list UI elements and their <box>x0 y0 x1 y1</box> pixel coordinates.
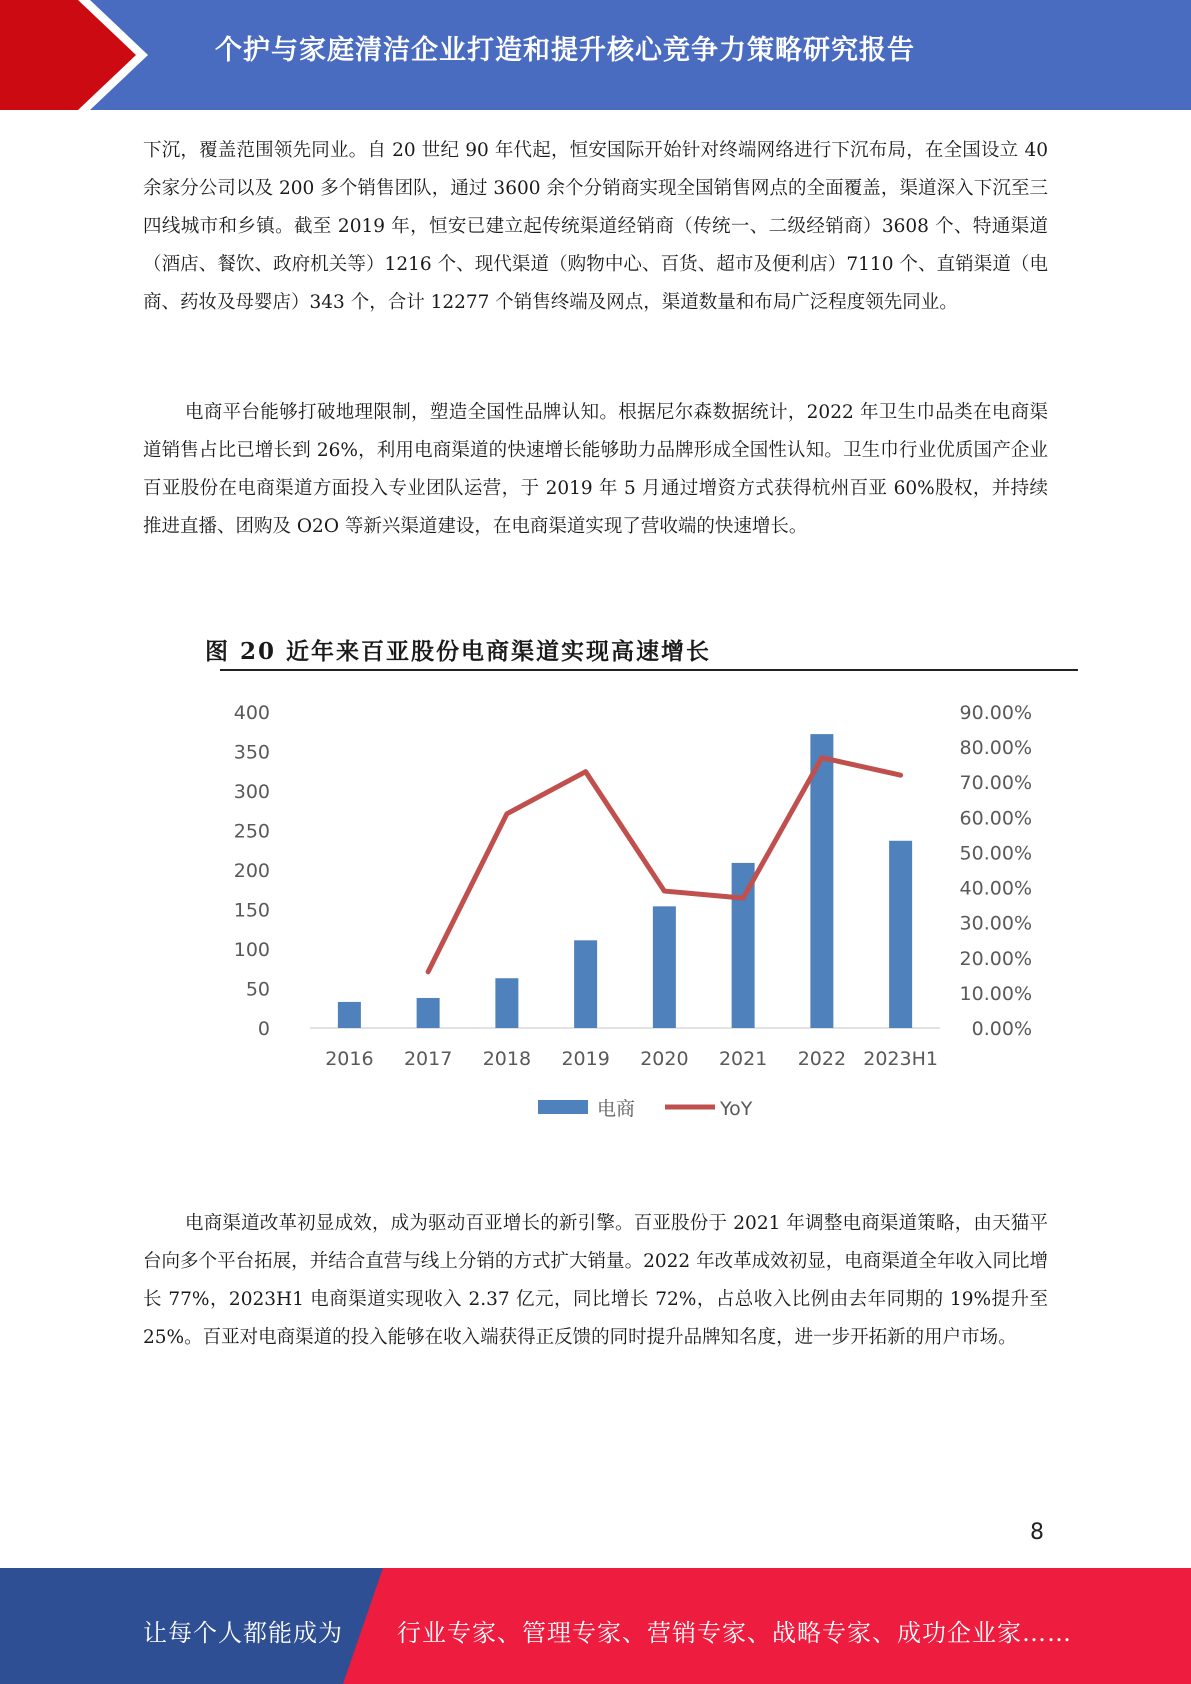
x-tick-label: 2020 <box>640 1048 689 1070</box>
body-paragraph-2: 电商平台能够打破地理限制，塑造全国性品牌认知。根据尼尔森数据统计，2022 年卫生巾品类在电商渠道销售占比已增长到 26%，利用电商渠道的快速增长能够助力品牌形成全国性认知。卫生巾行业优质国产企业百亚股份在电商渠道方面投入专业团队运营，于 2019 年 5 月通过增资方式获得杭州百亚 60%股权，并持续推进直播、团购及 O2O 等新兴渠道建设，在电商渠道实现了营收端的快速增长。 <box>143 402 1048 537</box>
y-right-tick-label: 80.00% <box>959 737 1032 760</box>
body-paragraph-3: 电商渠道改革初显成效，成为驱动百亚增长的新引擎。百亚股份于 2021 年调整电商渠道策略，由天猫平台向多个平台拓展，并结合直营与线上分销的方式扩大销量。2022 年改革成效初显，电商渠道全年收入同比增长 77%，2023H1 电商渠道实现收入 2.37 亿元，同比增长 72%，占总收入比例由去年同期的 19%提升至 25%。百亚对电商渠道的投入能够在收入端获得正反馈的同时提升品牌知名度，进一步开拓新的用户市场。 <box>143 1213 1048 1348</box>
y-left-tick-label: 300 <box>233 781 270 803</box>
body-paragraph-1: 下沉，覆盖范围领先同业。自 20 世纪 90 年代起，恒安国际开始针对终端网络进行下沉布局，在全国设立 40 余家分公司以及 200 多个销售团队，通过 3600 余个分销商实现全国销售网点的全面覆盖，渠道深入下沉至三四线城市和乡镇。截至 2019 年，恒安已建立起传统渠道经销商（传统一、二级经销商）3608 个、特通渠道（酒店、餐饮、政府机关等）1216 个、现代渠道（购物中心、百货、超市及便利店）7110 个、直销渠道（电商、药妆及母婴店）343 个，合计 12277 个销售终端及网点，渠道数量和布局广泛程度领先同业。 <box>143 140 1048 313</box>
y-right-tick-label: 90.00% <box>959 702 1032 724</box>
bar-2017 <box>417 998 440 1028</box>
x-tick-label: 2018 <box>482 1048 532 1070</box>
page-header <box>0 0 1191 110</box>
legend-bar-swatch <box>538 1100 588 1114</box>
y-right-tick-label: 20.00% <box>959 947 1032 970</box>
y-right-tick-label: 10.00% <box>959 982 1032 1005</box>
bar-2018 <box>495 978 518 1028</box>
y-left-tick-label: 50 <box>245 978 270 1001</box>
y-right-tick-label: 40.00% <box>959 877 1032 900</box>
ecommerce-revenue-chart <box>220 690 1090 1150</box>
y-right-tick-label: 0.00% <box>971 1018 1032 1040</box>
x-tick-label: 2019 <box>561 1048 610 1070</box>
bar-2020 <box>653 906 676 1028</box>
figure-title-rule <box>220 669 1078 671</box>
x-tick-label: 2021 <box>718 1048 768 1070</box>
figure-title: 图 20 近年来百亚股份电商渠道实现高速增长 <box>205 638 712 665</box>
y-left-tick-label: 200 <box>233 860 270 882</box>
footer-slogan-left: 让每个人都能成为 <box>143 1619 343 1647</box>
y-right-tick-label: 60.00% <box>959 807 1032 830</box>
bar-2019 <box>574 940 597 1028</box>
x-tick-label: 2016 <box>325 1048 374 1070</box>
bar-2016 <box>338 1002 361 1028</box>
bar-2023H1 <box>889 841 912 1028</box>
y-left-tick-label: 100 <box>233 939 270 961</box>
legend-label-yoy: YoY <box>720 1098 753 1120</box>
y-right-tick-label: 30.00% <box>959 912 1032 935</box>
page-footer <box>0 1568 1191 1684</box>
y-left-tick-label: 250 <box>233 820 270 843</box>
y-right-tick-label: 50.00% <box>959 842 1032 865</box>
legend-label-ecommerce: 电商 <box>597 1098 636 1120</box>
x-tick-label: 2017 <box>403 1048 453 1070</box>
y-left-tick-label: 400 <box>233 702 270 724</box>
y-left-tick-label: 350 <box>233 741 270 764</box>
x-tick-label: 2022 <box>797 1048 847 1070</box>
page-number: 8 <box>1030 1520 1044 1545</box>
x-tick-label: 2023H1 <box>863 1048 938 1070</box>
footer-slogan-right: 行业专家、管理专家、营销专家、战略专家、成功企业家…… <box>397 1619 1072 1647</box>
report-title: 个护与家庭清洁企业打造和提升核心竞争力策略研究报告 <box>215 35 915 66</box>
bar-2022 <box>810 734 833 1028</box>
header-red-arrow-decoration <box>0 0 160 110</box>
y-right-tick-label: 70.00% <box>959 772 1032 795</box>
y-left-tick-label: 150 <box>233 899 270 922</box>
y-left-tick-label: 0 <box>257 1018 270 1040</box>
